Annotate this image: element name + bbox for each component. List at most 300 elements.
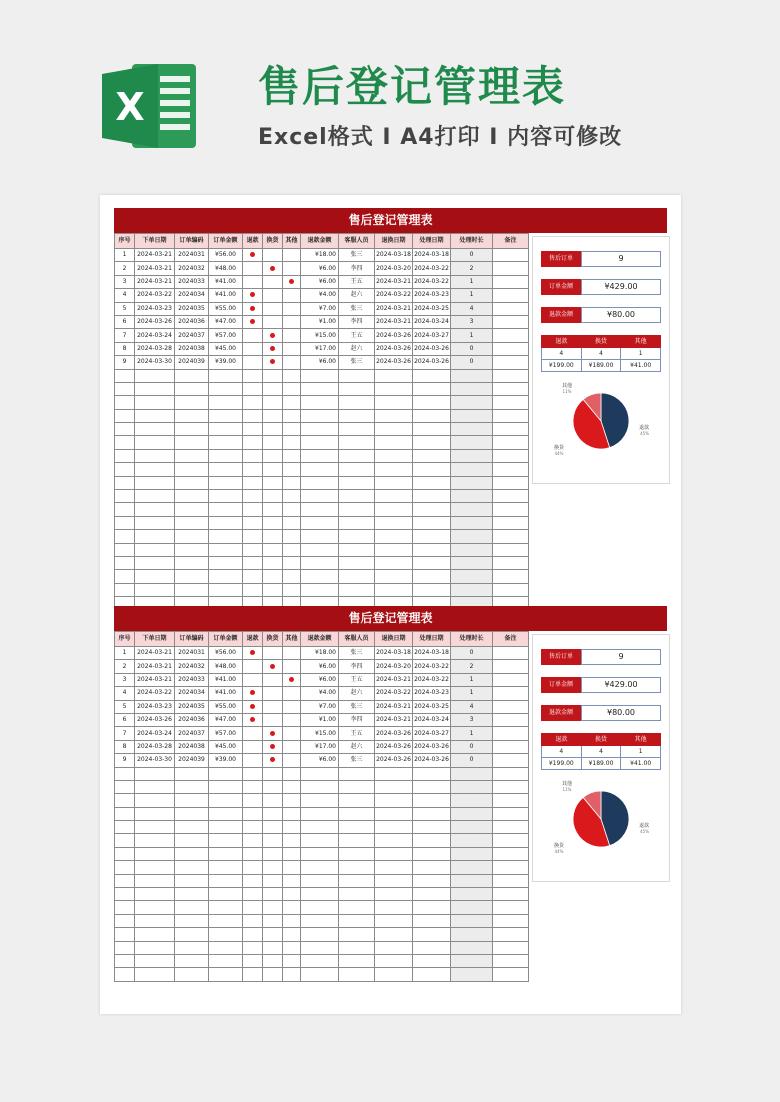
cell-process-date[interactable]: 2024-03-18 <box>413 249 451 262</box>
table-row[interactable] <box>115 767 529 780</box>
empty-cell[interactable] <box>339 941 375 954</box>
table-row[interactable] <box>115 687 529 700</box>
cell-order-date[interactable]: 2024-03-21 <box>135 673 175 686</box>
empty-cell[interactable] <box>135 954 175 967</box>
empty-cell[interactable] <box>301 767 339 780</box>
cell-staff[interactable]: 王五 <box>339 329 375 342</box>
column-header[interactable]: 订单金额 <box>209 234 243 249</box>
empty-cell[interactable] <box>243 767 263 780</box>
empty-cell[interactable] <box>375 570 413 583</box>
empty-cell[interactable] <box>209 503 243 516</box>
cell-order-date[interactable]: 2024-03-22 <box>135 687 175 700</box>
empty-cell[interactable] <box>283 861 301 874</box>
cell-order-date[interactable]: 2024-03-23 <box>135 302 175 315</box>
cell-order-amount[interactable]: ¥57.00 <box>209 727 243 740</box>
mini-amount[interactable]: ¥41.00 <box>621 360 661 372</box>
cell-other-flag[interactable] <box>283 315 301 328</box>
empty-cell[interactable] <box>243 954 263 967</box>
cell-order-amount[interactable]: ¥48.00 <box>209 660 243 673</box>
empty-cell[interactable] <box>135 583 175 596</box>
mini-amount[interactable]: ¥189.00 <box>581 758 621 770</box>
empty-cell[interactable] <box>413 954 451 967</box>
empty-cell[interactable] <box>493 847 529 860</box>
empty-cell[interactable] <box>115 767 135 780</box>
empty-cell[interactable] <box>243 449 263 462</box>
cell-exchange-flag[interactable] <box>263 315 283 328</box>
empty-cell[interactable] <box>209 834 243 847</box>
empty-cell[interactable] <box>175 847 209 860</box>
table-row[interactable] <box>115 847 529 860</box>
kpi-value[interactable]: ¥80.00 <box>581 307 661 323</box>
empty-cell[interactable] <box>413 821 451 834</box>
empty-cell[interactable] <box>375 928 413 941</box>
empty-cell[interactable] <box>263 516 283 529</box>
cell-note[interactable] <box>493 302 529 315</box>
empty-cell[interactable] <box>175 968 209 981</box>
empty-cell[interactable] <box>283 409 301 422</box>
empty-cell[interactable] <box>115 807 135 820</box>
cell-return-date[interactable]: 2024-03-18 <box>375 249 413 262</box>
cell-refund-amount[interactable]: ¥4.00 <box>301 289 339 302</box>
column-header[interactable]: 处理日期 <box>413 632 451 647</box>
empty-cell[interactable] <box>135 570 175 583</box>
table-row[interactable] <box>115 888 529 901</box>
empty-cell[interactable] <box>283 901 301 914</box>
column-header[interactable]: 订单金额 <box>209 632 243 647</box>
empty-cell[interactable] <box>413 516 451 529</box>
empty-cell[interactable] <box>243 490 263 503</box>
empty-cell[interactable] <box>301 530 339 543</box>
empty-cell[interactable] <box>115 888 135 901</box>
cell-exchange-flag[interactable] <box>263 740 283 753</box>
empty-cell[interactable] <box>175 449 209 462</box>
empty-cell[interactable] <box>493 436 529 449</box>
empty-cell[interactable] <box>263 530 283 543</box>
empty-cell[interactable] <box>339 861 375 874</box>
cell-note[interactable] <box>493 647 529 660</box>
empty-cell[interactable] <box>375 409 413 422</box>
empty-cell[interactable] <box>209 570 243 583</box>
cell-duration[interactable]: 0 <box>451 647 493 660</box>
table-row[interactable] <box>115 834 529 847</box>
empty-cell[interactable] <box>283 530 301 543</box>
cell-duration[interactable]: 1 <box>451 673 493 686</box>
empty-cell[interactable] <box>115 449 135 462</box>
empty-cell[interactable] <box>451 463 493 476</box>
empty-cell[interactable] <box>493 503 529 516</box>
cell-refund-amount[interactable]: ¥6.00 <box>301 262 339 275</box>
empty-cell[interactable] <box>135 396 175 409</box>
cell-refund-amount[interactable]: ¥6.00 <box>301 754 339 767</box>
empty-cell[interactable] <box>451 928 493 941</box>
cell-order-date[interactable]: 2024-03-21 <box>135 262 175 275</box>
empty-cell[interactable] <box>451 914 493 927</box>
empty-cell[interactable] <box>115 583 135 596</box>
empty-cell[interactable] <box>175 794 209 807</box>
cell-order-date[interactable]: 2024-03-28 <box>135 740 175 753</box>
table-row[interactable] <box>115 647 529 660</box>
cell-no[interactable]: 7 <box>115 727 135 740</box>
cell-refund-amount[interactable]: ¥6.00 <box>301 660 339 673</box>
cell-order-code[interactable]: 2024038 <box>175 740 209 753</box>
kpi-value[interactable]: ¥429.00 <box>581 279 661 295</box>
empty-cell[interactable] <box>301 874 339 887</box>
empty-cell[interactable] <box>339 543 375 556</box>
table-row[interactable] <box>115 356 529 369</box>
cell-order-date[interactable]: 2024-03-22 <box>135 289 175 302</box>
empty-cell[interactable] <box>115 382 135 395</box>
cell-order-code[interactable]: 2024037 <box>175 329 209 342</box>
empty-cell[interactable] <box>263 503 283 516</box>
empty-cell[interactable] <box>209 888 243 901</box>
column-header[interactable]: 退款 <box>243 234 263 249</box>
empty-cell[interactable] <box>375 382 413 395</box>
empty-cell[interactable] <box>135 901 175 914</box>
empty-cell[interactable] <box>115 436 135 449</box>
column-header[interactable]: 处理时长 <box>451 632 493 647</box>
empty-cell[interactable] <box>283 449 301 462</box>
empty-cell[interactable] <box>339 530 375 543</box>
cell-exchange-flag[interactable] <box>263 647 283 660</box>
empty-cell[interactable] <box>375 821 413 834</box>
column-header[interactable]: 处理时长 <box>451 234 493 249</box>
empty-cell[interactable] <box>413 874 451 887</box>
cell-note[interactable] <box>493 673 529 686</box>
empty-cell[interactable] <box>283 570 301 583</box>
empty-cell[interactable] <box>375 530 413 543</box>
empty-cell[interactable] <box>135 807 175 820</box>
empty-cell[interactable] <box>209 821 243 834</box>
cell-duration[interactable]: 0 <box>451 342 493 355</box>
empty-cell[interactable] <box>263 888 283 901</box>
empty-cell[interactable] <box>135 382 175 395</box>
table-row[interactable] <box>115 727 529 740</box>
empty-cell[interactable] <box>115 409 135 422</box>
cell-return-date[interactable]: 2024-03-26 <box>375 329 413 342</box>
column-header[interactable]: 客服人员 <box>339 632 375 647</box>
cell-refund-amount[interactable]: ¥1.00 <box>301 713 339 726</box>
table-row[interactable] <box>115 449 529 462</box>
empty-cell[interactable] <box>175 503 209 516</box>
empty-cell[interactable] <box>135 369 175 382</box>
empty-cell[interactable] <box>243 396 263 409</box>
cell-other-flag[interactable] <box>283 262 301 275</box>
mini-amount[interactable]: ¥189.00 <box>581 360 621 372</box>
empty-cell[interactable] <box>115 914 135 927</box>
empty-cell[interactable] <box>115 530 135 543</box>
empty-cell[interactable] <box>175 780 209 793</box>
empty-cell[interactable] <box>135 476 175 489</box>
empty-cell[interactable] <box>451 954 493 967</box>
table-row[interactable] <box>115 329 529 342</box>
cell-exchange-flag[interactable] <box>263 342 283 355</box>
column-header[interactable]: 订单编码 <box>175 632 209 647</box>
empty-cell[interactable] <box>283 914 301 927</box>
empty-cell[interactable] <box>209 928 243 941</box>
empty-cell[interactable] <box>339 490 375 503</box>
empty-cell[interactable] <box>135 794 175 807</box>
empty-cell[interactable] <box>135 449 175 462</box>
empty-cell[interactable] <box>209 436 243 449</box>
empty-cell[interactable] <box>375 423 413 436</box>
empty-cell[interactable] <box>135 941 175 954</box>
empty-cell[interactable] <box>301 821 339 834</box>
table-row[interactable] <box>115 740 529 753</box>
empty-cell[interactable] <box>301 369 339 382</box>
cell-return-date[interactable]: 2024-03-21 <box>375 275 413 288</box>
cell-return-date[interactable]: 2024-03-21 <box>375 315 413 328</box>
empty-cell[interactable] <box>283 382 301 395</box>
empty-cell[interactable] <box>283 556 301 569</box>
empty-cell[interactable] <box>283 583 301 596</box>
cell-duration[interactable]: 0 <box>451 754 493 767</box>
cell-note[interactable] <box>493 342 529 355</box>
cell-no[interactable]: 4 <box>115 687 135 700</box>
empty-cell[interactable] <box>243 807 263 820</box>
empty-cell[interactable] <box>263 543 283 556</box>
empty-cell[interactable] <box>413 396 451 409</box>
empty-cell[interactable] <box>493 941 529 954</box>
empty-cell[interactable] <box>493 928 529 941</box>
cell-exchange-flag[interactable] <box>263 673 283 686</box>
empty-cell[interactable] <box>115 516 135 529</box>
cell-note[interactable] <box>493 727 529 740</box>
empty-cell[interactable] <box>209 861 243 874</box>
empty-cell[interactable] <box>493 490 529 503</box>
empty-cell[interactable] <box>451 503 493 516</box>
empty-cell[interactable] <box>301 382 339 395</box>
cell-staff[interactable]: 王五 <box>339 275 375 288</box>
empty-cell[interactable] <box>175 874 209 887</box>
table-row[interactable] <box>115 570 529 583</box>
cell-staff[interactable]: 张三 <box>339 647 375 660</box>
cell-order-code[interactable]: 2024036 <box>175 713 209 726</box>
empty-cell[interactable] <box>451 583 493 596</box>
empty-cell[interactable] <box>375 847 413 860</box>
cell-no[interactable]: 7 <box>115 329 135 342</box>
cell-staff[interactable]: 张三 <box>339 302 375 315</box>
empty-cell[interactable] <box>413 503 451 516</box>
empty-cell[interactable] <box>243 583 263 596</box>
kpi-value[interactable]: 9 <box>581 251 661 267</box>
empty-cell[interactable] <box>375 583 413 596</box>
empty-cell[interactable] <box>209 847 243 860</box>
column-header[interactable]: 客服人员 <box>339 234 375 249</box>
cell-other-flag[interactable] <box>283 302 301 315</box>
empty-cell[interactable] <box>451 821 493 834</box>
cell-no[interactable]: 5 <box>115 302 135 315</box>
cell-refund-flag[interactable] <box>243 356 263 369</box>
cell-order-date[interactable]: 2024-03-21 <box>135 647 175 660</box>
empty-cell[interactable] <box>413 490 451 503</box>
empty-cell[interactable] <box>115 954 135 967</box>
table-row[interactable] <box>115 941 529 954</box>
empty-cell[interactable] <box>301 941 339 954</box>
cell-order-date[interactable]: 2024-03-21 <box>135 275 175 288</box>
cell-staff[interactable]: 张三 <box>339 700 375 713</box>
table-row[interactable] <box>115 409 529 422</box>
empty-cell[interactable] <box>243 382 263 395</box>
cell-order-amount[interactable]: ¥56.00 <box>209 647 243 660</box>
cell-duration[interactable]: 1 <box>451 687 493 700</box>
empty-cell[interactable] <box>283 780 301 793</box>
cell-return-date[interactable]: 2024-03-22 <box>375 289 413 302</box>
table-row[interactable] <box>115 874 529 887</box>
empty-cell[interactable] <box>375 780 413 793</box>
cell-order-date[interactable]: 2024-03-21 <box>135 249 175 262</box>
empty-cell[interactable] <box>283 436 301 449</box>
empty-cell[interactable] <box>115 780 135 793</box>
cell-process-date[interactable]: 2024-03-24 <box>413 713 451 726</box>
empty-cell[interactable] <box>175 556 209 569</box>
empty-cell[interactable] <box>115 834 135 847</box>
empty-cell[interactable] <box>209 530 243 543</box>
empty-cell[interactable] <box>209 409 243 422</box>
empty-cell[interactable] <box>175 530 209 543</box>
cell-other-flag[interactable] <box>283 356 301 369</box>
cell-duration[interactable]: 3 <box>451 713 493 726</box>
cell-order-amount[interactable]: ¥56.00 <box>209 249 243 262</box>
empty-cell[interactable] <box>301 780 339 793</box>
empty-cell[interactable] <box>301 503 339 516</box>
empty-cell[interactable] <box>375 834 413 847</box>
cell-duration[interactable]: 0 <box>451 740 493 753</box>
cell-refund-flag[interactable] <box>243 275 263 288</box>
empty-cell[interactable] <box>375 543 413 556</box>
cell-refund-flag[interactable] <box>243 740 263 753</box>
cell-duration[interactable]: 4 <box>451 302 493 315</box>
empty-cell[interactable] <box>283 834 301 847</box>
cell-no[interactable]: 5 <box>115 700 135 713</box>
cell-duration[interactable]: 2 <box>451 660 493 673</box>
empty-cell[interactable] <box>243 556 263 569</box>
empty-cell[interactable] <box>135 530 175 543</box>
empty-cell[interactable] <box>493 968 529 981</box>
cell-exchange-flag[interactable] <box>263 262 283 275</box>
empty-cell[interactable] <box>493 861 529 874</box>
empty-cell[interactable] <box>339 396 375 409</box>
cell-process-date[interactable]: 2024-03-26 <box>413 740 451 753</box>
empty-cell[interactable] <box>115 543 135 556</box>
empty-cell[interactable] <box>301 516 339 529</box>
empty-cell[interactable] <box>243 409 263 422</box>
empty-cell[interactable] <box>263 928 283 941</box>
cell-refund-flag[interactable] <box>243 289 263 302</box>
empty-cell[interactable] <box>115 901 135 914</box>
cell-other-flag[interactable] <box>283 342 301 355</box>
empty-cell[interactable] <box>263 794 283 807</box>
empty-cell[interactable] <box>283 821 301 834</box>
cell-order-amount[interactable]: ¥41.00 <box>209 275 243 288</box>
empty-cell[interactable] <box>301 901 339 914</box>
empty-cell[interactable] <box>243 901 263 914</box>
empty-cell[interactable] <box>263 901 283 914</box>
empty-cell[interactable] <box>243 928 263 941</box>
cell-order-date[interactable]: 2024-03-26 <box>135 713 175 726</box>
cell-other-flag[interactable] <box>283 700 301 713</box>
empty-cell[interactable] <box>175 834 209 847</box>
column-header[interactable]: 订单编码 <box>175 234 209 249</box>
mini-count[interactable]: 4 <box>542 348 582 360</box>
cell-return-date[interactable]: 2024-03-22 <box>375 687 413 700</box>
empty-cell[interactable] <box>301 583 339 596</box>
table-row[interactable] <box>115 928 529 941</box>
table-row[interactable] <box>115 700 529 713</box>
cell-note[interactable] <box>493 275 529 288</box>
empty-cell[interactable] <box>209 369 243 382</box>
cell-staff[interactable]: 张三 <box>339 754 375 767</box>
cell-order-code[interactable]: 2024036 <box>175 315 209 328</box>
cell-refund-amount[interactable]: ¥6.00 <box>301 275 339 288</box>
empty-cell[interactable] <box>451 570 493 583</box>
empty-cell[interactable] <box>209 449 243 462</box>
empty-cell[interactable] <box>375 794 413 807</box>
cell-process-date[interactable]: 2024-03-27 <box>413 727 451 740</box>
empty-cell[interactable] <box>493 463 529 476</box>
empty-cell[interactable] <box>283 807 301 820</box>
cell-note[interactable] <box>493 356 529 369</box>
empty-cell[interactable] <box>339 968 375 981</box>
empty-cell[interactable] <box>115 941 135 954</box>
cell-order-amount[interactable]: ¥55.00 <box>209 700 243 713</box>
empty-cell[interactable] <box>451 516 493 529</box>
table-row[interactable] <box>115 490 529 503</box>
empty-cell[interactable] <box>283 794 301 807</box>
empty-cell[interactable] <box>301 914 339 927</box>
cell-refund-flag[interactable] <box>243 754 263 767</box>
table-row[interactable] <box>115 780 529 793</box>
table-row[interactable] <box>115 262 529 275</box>
empty-cell[interactable] <box>493 369 529 382</box>
cell-order-date[interactable]: 2024-03-28 <box>135 342 175 355</box>
cell-duration[interactable]: 1 <box>451 329 493 342</box>
empty-cell[interactable] <box>115 369 135 382</box>
empty-cell[interactable] <box>413 780 451 793</box>
table-row[interactable] <box>115 516 529 529</box>
cell-no[interactable]: 4 <box>115 289 135 302</box>
empty-cell[interactable] <box>175 490 209 503</box>
empty-cell[interactable] <box>209 794 243 807</box>
cell-exchange-flag[interactable] <box>263 249 283 262</box>
empty-cell[interactable] <box>115 794 135 807</box>
empty-cell[interactable] <box>301 476 339 489</box>
mini-amount[interactable]: ¥199.00 <box>542 360 582 372</box>
cell-staff[interactable]: 张三 <box>339 249 375 262</box>
empty-cell[interactable] <box>339 767 375 780</box>
empty-cell[interactable] <box>301 449 339 462</box>
empty-cell[interactable] <box>283 516 301 529</box>
cell-process-date[interactable]: 2024-03-26 <box>413 754 451 767</box>
empty-cell[interactable] <box>243 821 263 834</box>
empty-cell[interactable] <box>243 834 263 847</box>
empty-cell[interactable] <box>493 476 529 489</box>
cell-order-amount[interactable]: ¥41.00 <box>209 673 243 686</box>
cell-refund-amount[interactable]: ¥15.00 <box>301 329 339 342</box>
empty-cell[interactable] <box>413 449 451 462</box>
empty-cell[interactable] <box>301 928 339 941</box>
cell-refund-flag[interactable] <box>243 700 263 713</box>
empty-cell[interactable] <box>493 834 529 847</box>
cell-other-flag[interactable] <box>283 754 301 767</box>
empty-cell[interactable] <box>493 583 529 596</box>
cell-staff[interactable]: 李四 <box>339 713 375 726</box>
cell-exchange-flag[interactable] <box>263 289 283 302</box>
cell-staff[interactable]: 李四 <box>339 660 375 673</box>
cell-order-amount[interactable]: ¥39.00 <box>209 754 243 767</box>
empty-cell[interactable] <box>375 874 413 887</box>
empty-cell[interactable] <box>493 423 529 436</box>
column-header[interactable]: 退款金额 <box>301 234 339 249</box>
